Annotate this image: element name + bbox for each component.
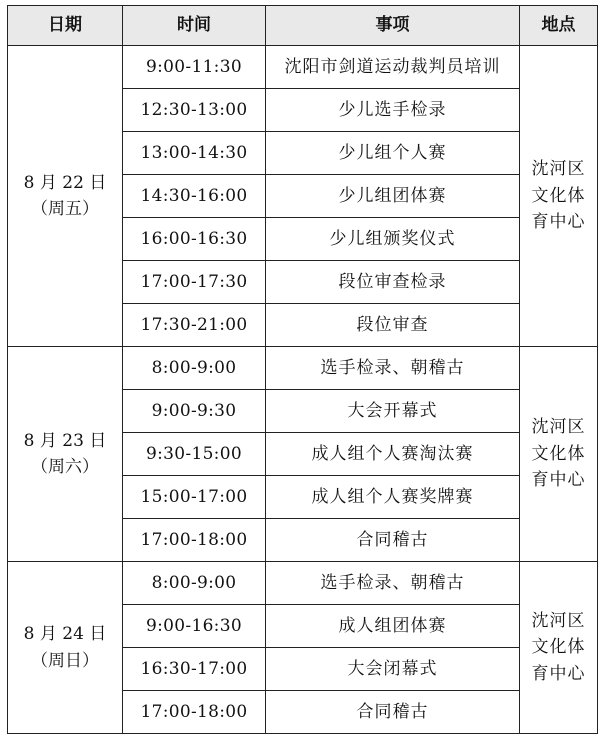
time-cell: 9:30-15:00 [123,433,266,476]
date-text: 8 月 22 日 [23,172,107,193]
event-cell: 大会闭幕式 [266,648,520,691]
header-row [8,6,598,46]
table-body [8,46,598,734]
table-header [8,6,598,46]
event-cell: 少儿组颁奖仪式 [266,218,520,261]
time-cell: 13:00-14:30 [123,132,266,175]
event-cell: 段位审查 [266,304,520,347]
weekday-text: （周五） [31,199,99,219]
venue-line: 沈河区 [531,610,586,631]
event-cell: 选手检录、朝稽古 [266,347,520,390]
date-text: 8 月 24 日 [23,624,107,645]
time-cell: 17:00-17:30 [123,261,266,304]
header-venue: 地点 [520,6,598,46]
time-cell: 9:00-16:30 [123,605,266,648]
venue-line: 育中心 [531,470,586,491]
date-cell [8,347,123,562]
event-cell: 沈阳市剑道运动裁判员培训 [266,46,520,89]
event-cell: 成人组团体赛 [266,605,520,648]
event-cell: 成人组个人赛奖牌赛 [266,476,520,519]
date-text: 8 月 23 日 [23,430,107,451]
time-cell: 8:00-9:00 [123,562,266,605]
event-cell: 成人组个人赛淘汰赛 [266,433,520,476]
venue-line: 文化体 [531,185,586,206]
table-row [8,347,598,390]
event-cell: 选手检录、朝稽古 [266,562,520,605]
event-cell: 合同稽古 [266,691,520,734]
time-cell: 17:30-21:00 [123,304,266,347]
date-cell [8,562,123,734]
time-cell: 17:00-18:00 [123,519,266,562]
venue-line: 文化体 [531,443,586,464]
venue-cell [520,347,598,562]
venue-line: 育中心 [531,663,586,684]
time-cell: 9:00-9:30 [123,390,266,433]
date-cell [8,46,123,347]
event-cell: 少儿组团体赛 [266,175,520,218]
venue-line: 育中心 [531,212,586,233]
venue-line: 文化体 [531,637,586,658]
time-cell: 16:00-16:30 [123,218,266,261]
header-date: 日期 [8,6,123,46]
event-cell: 段位审查检录 [266,261,520,304]
header-time: 时间 [123,6,266,46]
event-cell: 大会开幕式 [266,390,520,433]
venue-cell [520,562,598,734]
weekday-text: （周六） [31,457,99,477]
venue-line: 沈河区 [531,417,586,438]
time-cell: 17:00-18:00 [123,691,266,734]
event-cell: 合同稽古 [266,519,520,562]
header-event: 事项 [266,6,520,46]
venue-cell [520,46,598,347]
event-cell: 少儿组个人赛 [266,132,520,175]
time-cell: 9:00-11:30 [123,46,266,89]
time-cell: 12:30-13:00 [123,89,266,132]
schedule-table [7,5,598,734]
time-cell: 8:00-9:00 [123,347,266,390]
time-cell: 14:30-16:00 [123,175,266,218]
time-cell: 15:00-17:00 [123,476,266,519]
weekday-text: （周日） [31,650,99,671]
table-row [8,562,598,605]
table-row [8,46,598,89]
event-cell: 少儿选手检录 [266,89,520,132]
venue-line: 沈河区 [531,159,586,180]
time-cell: 16:30-17:00 [123,648,266,691]
